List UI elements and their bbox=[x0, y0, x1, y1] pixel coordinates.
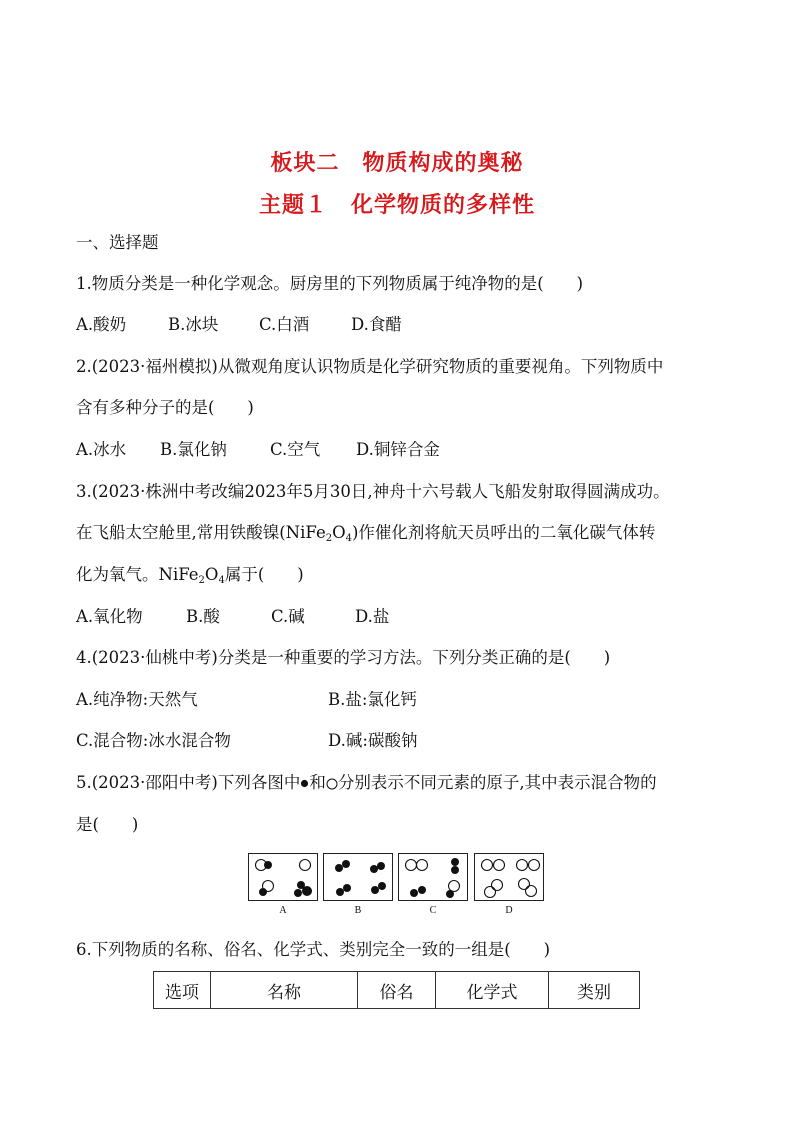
q5-figure-b-diagram bbox=[324, 854, 394, 902]
question-2-stem-line2: 含有多种分子的是( ) bbox=[76, 398, 254, 417]
q3-line3-sub-4: 4 bbox=[218, 575, 225, 586]
q5-stem-text-b: 和 bbox=[309, 773, 326, 792]
q6-options-table bbox=[153, 971, 640, 1009]
q1-option-c: C.白酒 bbox=[259, 315, 310, 334]
q3-line3-oxygen: O bbox=[204, 565, 219, 584]
question-2-stem-line1: 2.(2023·福州模拟)从微观角度认识物质是化学研究物质的重要视角。下列物质中 bbox=[76, 357, 664, 376]
q5-stem-text-a: 5.(2023·邵阳中考)下列各图中 bbox=[76, 773, 301, 792]
q3-line3-text-a: 化为氧气。NiFe bbox=[76, 565, 199, 584]
q3-line3-sub-2: 2 bbox=[198, 575, 205, 586]
q3-line2-text-a: 在飞船太空舱里,常用铁酸镍(NiFe bbox=[76, 523, 326, 542]
q3-option-c: C.碱 bbox=[271, 607, 305, 626]
question-6-stem: 6.下列物质的名称、俗名、化学式、类别完全一致的一组是( ) bbox=[76, 940, 551, 959]
table-header-name: 名称 bbox=[211, 972, 358, 1009]
q5-figure-c-diagram bbox=[399, 854, 469, 902]
section-title: 板块二 物质构成的奥秘 bbox=[270, 151, 524, 176]
q2-option-c: C.空气 bbox=[270, 440, 321, 459]
q5-figure-a-diagram bbox=[249, 854, 319, 902]
q5-figure-d bbox=[474, 853, 544, 901]
table-header-row bbox=[154, 972, 640, 1009]
question-5-stem-line1 bbox=[76, 772, 657, 794]
q4-option-b: B.盐:氯化钙 bbox=[328, 690, 417, 709]
q5-figure-label-d: D bbox=[505, 905, 513, 916]
q5-figure-c bbox=[398, 853, 468, 901]
q5-figure-label-b: B bbox=[354, 905, 362, 916]
table-header-common-name: 俗名 bbox=[358, 972, 436, 1009]
q5-figure-label-a: A bbox=[279, 905, 287, 916]
q1-option-b: B.冰块 bbox=[168, 315, 219, 334]
q4-option-c: C.混合物:冰水混合物 bbox=[76, 731, 231, 750]
q3-line3-text-b: 属于( ) bbox=[224, 565, 304, 584]
q3-sub-2: 2 bbox=[325, 533, 333, 544]
q2-option-d: D.铜锌合金 bbox=[356, 440, 440, 459]
q1-option-d: D.食醋 bbox=[351, 315, 402, 334]
section-heading: 一、选择题 bbox=[76, 233, 159, 252]
q3-oxygen-symbol: O bbox=[332, 523, 346, 542]
q2-option-b: B.氯化钠 bbox=[160, 440, 227, 459]
q3-option-a: A.氧化物 bbox=[76, 607, 143, 626]
question-3-stem-line1: 3.(2023·株洲中考改编2023年5月30日,神舟十六号载人飞船发射取得圆满成功。 bbox=[76, 482, 670, 501]
question-3-stem-line3 bbox=[76, 564, 304, 586]
q3-sub-4: 4 bbox=[345, 533, 352, 544]
table-header-option: 选项 bbox=[154, 972, 211, 1009]
table-header-formula: 化学式 bbox=[436, 972, 549, 1009]
q5-figure-a bbox=[248, 853, 318, 901]
filled-atom-icon bbox=[300, 779, 309, 788]
question-5-stem-line2: 是( ) bbox=[76, 815, 139, 834]
question-1-stem: 1.物质分类是一种化学观念。厨房里的下列物质属于纯净物的是( ) bbox=[76, 274, 584, 293]
table-header-category: 类别 bbox=[549, 972, 640, 1009]
q3-line2-text-b: )作催化剂将航天员呼出的二氧化碳气体转 bbox=[352, 523, 656, 542]
hollow-atom-icon bbox=[326, 778, 338, 790]
q5-figure-d-diagram bbox=[475, 854, 545, 902]
q2-option-a: A.冰水 bbox=[76, 440, 127, 459]
question-3-stem-line2 bbox=[76, 522, 655, 544]
q1-option-a: A.酸奶 bbox=[76, 315, 127, 334]
q4-option-d: D.碱:碳酸钠 bbox=[328, 731, 418, 750]
q5-stem-text-c: 分别表示不同元素的原子,其中表示混合物的 bbox=[337, 773, 657, 792]
q3-option-b: B.酸 bbox=[186, 607, 220, 626]
topic-title: 主题１ 化学物质的多样性 bbox=[258, 193, 535, 218]
q5-figure-b bbox=[323, 853, 393, 901]
question-4-stem: 4.(2023·仙桃中考)分类是一种重要的学习方法。下列分类正确的是( ) bbox=[76, 648, 611, 667]
q3-option-d: D.盐 bbox=[355, 607, 390, 626]
q5-figure-label-c: C bbox=[429, 905, 437, 916]
q4-option-a: A.纯净物:天然气 bbox=[76, 690, 198, 709]
